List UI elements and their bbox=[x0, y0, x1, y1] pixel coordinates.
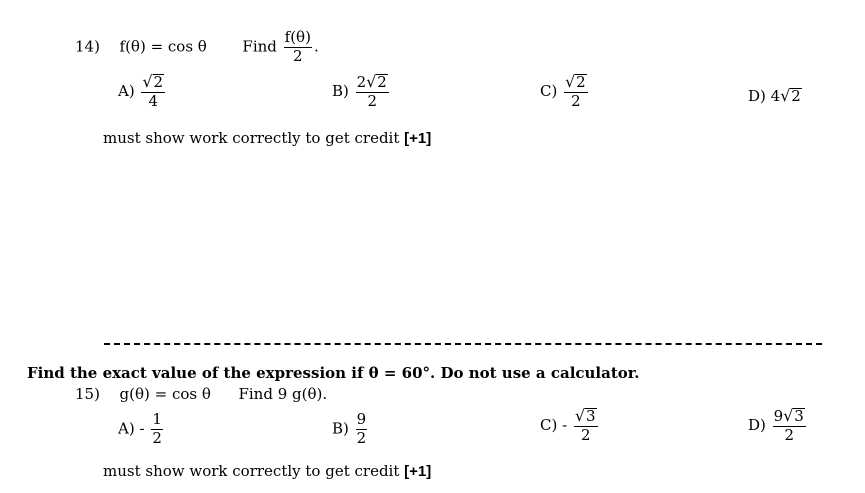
q15-given: g(θ) = cos θ bbox=[119, 385, 211, 403]
numerator: 1 bbox=[152, 410, 162, 428]
choice-label: A) bbox=[118, 419, 135, 438]
radicand: 3 bbox=[586, 407, 596, 425]
q14-header bbox=[75, 30, 319, 65]
dashed-separator bbox=[104, 343, 822, 345]
choice-fraction bbox=[141, 74, 165, 110]
choice-fraction bbox=[773, 408, 806, 444]
choice-fraction bbox=[356, 412, 368, 447]
choice-fraction bbox=[356, 74, 389, 110]
denominator: 2 bbox=[356, 428, 367, 447]
denominator: 4 bbox=[148, 91, 159, 110]
denominator: 2 bbox=[784, 425, 795, 444]
credit-points: [+1] bbox=[404, 463, 432, 480]
denominator: 2 bbox=[571, 91, 581, 110]
sqrt: √3 bbox=[783, 406, 804, 425]
q14-given: f(θ) = cos θ bbox=[119, 37, 207, 56]
radicand: 2 bbox=[576, 73, 586, 91]
q15-choice-c bbox=[540, 408, 600, 444]
q14-find-numerator: f(θ) bbox=[284, 28, 311, 46]
radicand: 2 bbox=[791, 87, 801, 105]
sign: - bbox=[139, 419, 145, 438]
denominator: 2 bbox=[152, 428, 162, 447]
choice-label: C) bbox=[540, 415, 558, 434]
q15-credit-note bbox=[103, 462, 431, 480]
radicand: 3 bbox=[794, 407, 804, 425]
sqrt: √2 bbox=[366, 72, 387, 91]
q14-choice-d bbox=[748, 86, 802, 105]
q14-choice-b bbox=[332, 74, 391, 110]
choice-label: A) bbox=[118, 81, 135, 100]
choice-fraction bbox=[564, 74, 588, 110]
q14-period: . bbox=[313, 37, 319, 56]
choice-fraction bbox=[151, 412, 163, 447]
denominator: 2 bbox=[581, 425, 591, 444]
q15-header bbox=[75, 385, 327, 403]
q14-number: 14) bbox=[75, 37, 100, 56]
radicand: 2 bbox=[377, 73, 387, 91]
credit-points: [+1] bbox=[404, 130, 432, 147]
coefficient: 2 bbox=[356, 73, 367, 91]
coefficient: 4 bbox=[770, 87, 781, 105]
q14-choice-a bbox=[118, 74, 167, 110]
numerator: 9 bbox=[356, 410, 367, 428]
radicand: 2 bbox=[153, 73, 164, 91]
q14-find-fraction bbox=[284, 30, 312, 65]
choice-label: B) bbox=[332, 81, 349, 100]
q14-find: Find bbox=[242, 37, 277, 56]
q15-number: 15) bbox=[75, 385, 100, 403]
q14-find-denominator: 2 bbox=[293, 46, 303, 65]
q14-choice-c bbox=[540, 74, 590, 110]
q15-choice-b bbox=[332, 412, 369, 447]
choice-label: D) bbox=[748, 415, 766, 434]
credit-text: must show work correctly to get credit bbox=[103, 462, 400, 480]
denominator: 2 bbox=[367, 91, 377, 110]
coefficient: 9 bbox=[773, 407, 784, 425]
credit-text: must show work correctly to get credit bbox=[103, 129, 400, 147]
choice-fraction bbox=[574, 408, 598, 444]
q15-choice-d bbox=[748, 408, 808, 444]
q15-choice-a bbox=[118, 412, 165, 447]
sqrt: √2 bbox=[142, 72, 164, 91]
sign: - bbox=[562, 415, 568, 434]
sqrt: √2 bbox=[565, 72, 586, 91]
sqrt: √2 bbox=[780, 86, 801, 105]
sqrt: √3 bbox=[574, 406, 596, 425]
q15-find: Find 9 g(θ). bbox=[238, 385, 328, 403]
section-instruction: Find the exact value of the expression if θ = 60°. Do not use a calculator. bbox=[27, 364, 640, 382]
choice-label: C) bbox=[540, 81, 558, 100]
choice-label: D) bbox=[748, 87, 766, 105]
q14-credit-note bbox=[103, 129, 431, 147]
choice-label: B) bbox=[332, 419, 349, 438]
